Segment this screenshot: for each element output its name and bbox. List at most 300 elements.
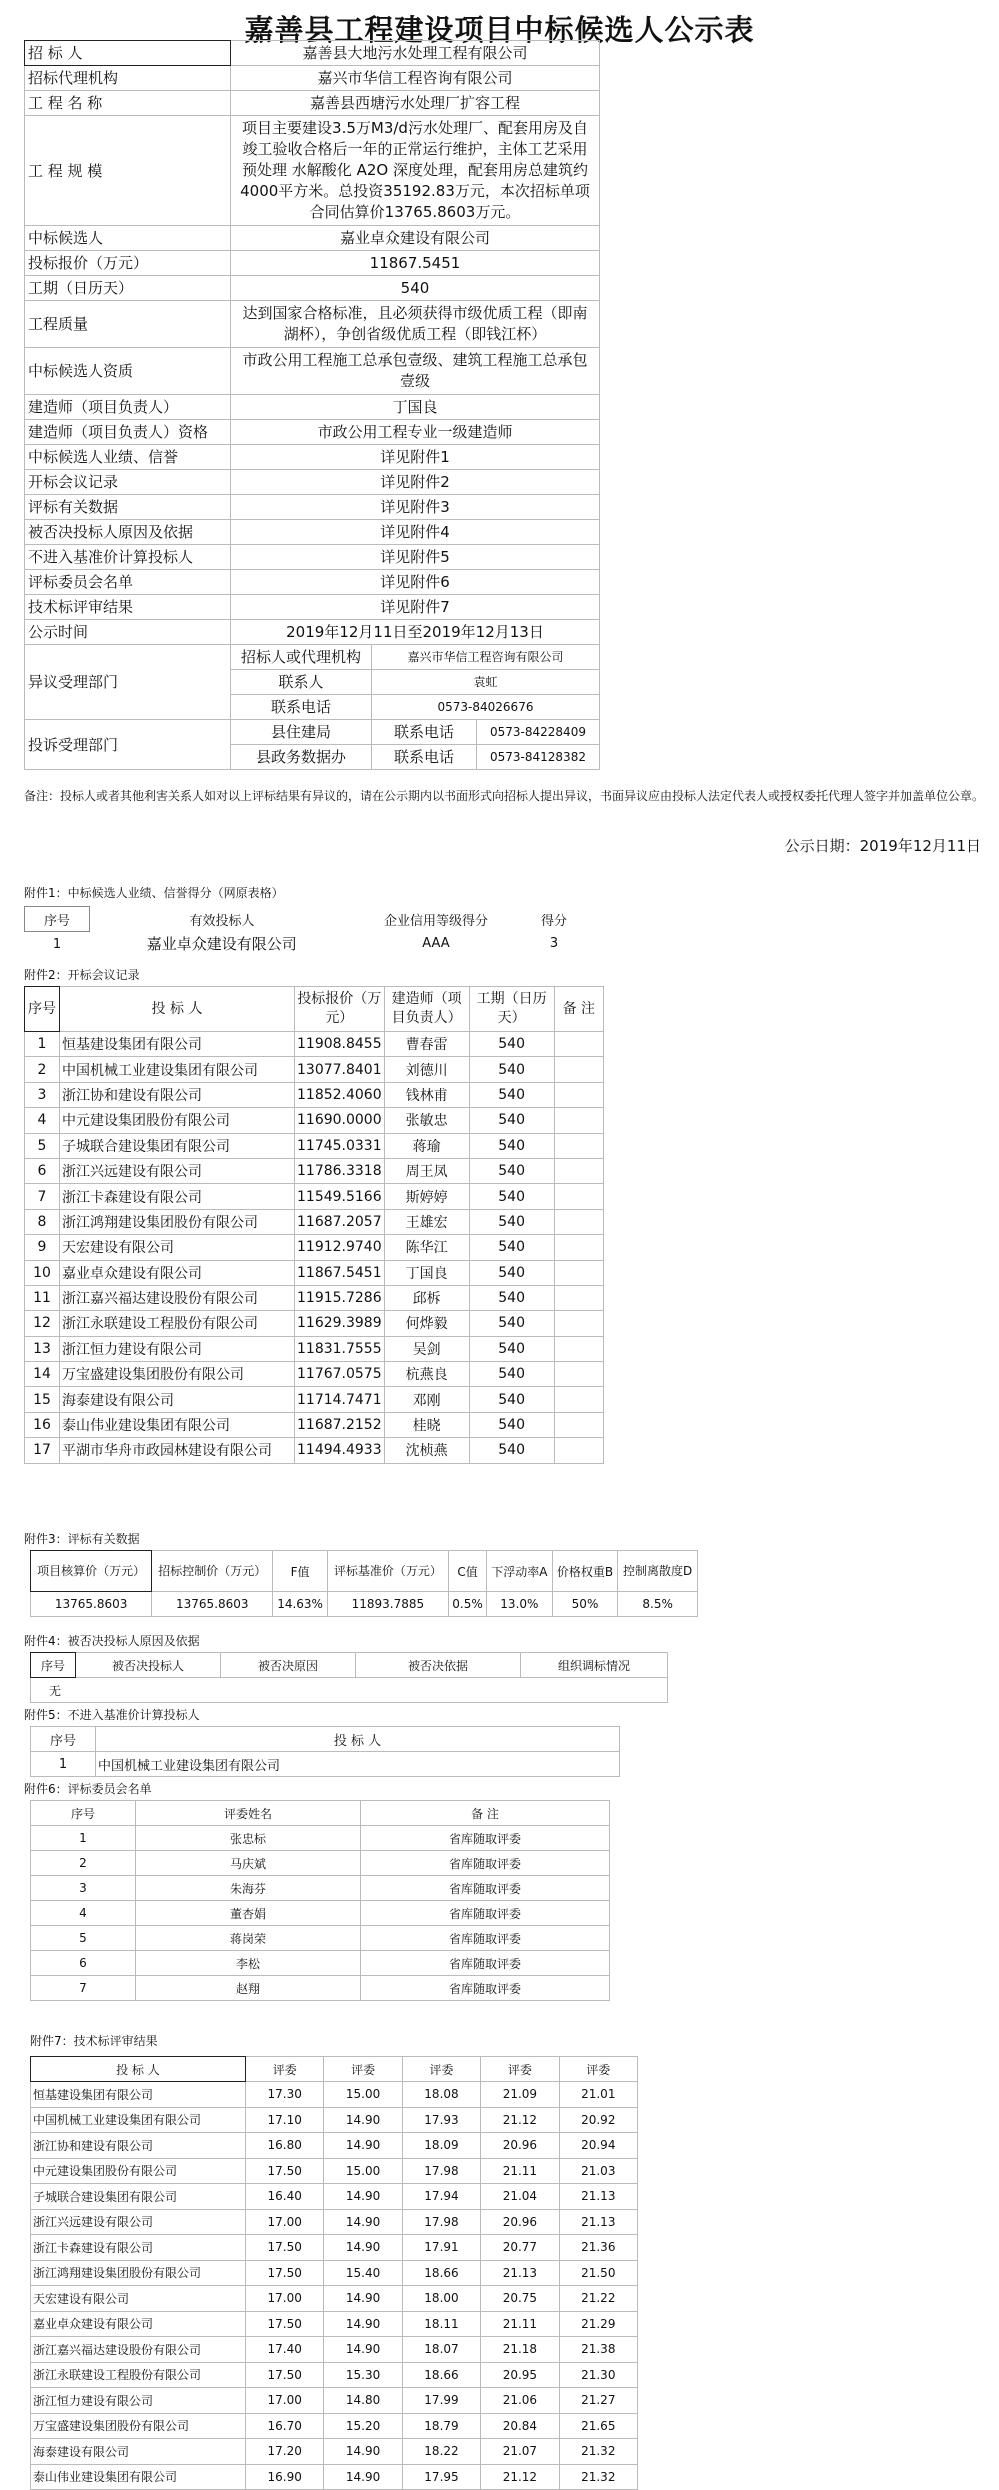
annex2-cell: 陈华江 bbox=[384, 1235, 469, 1260]
annex7-cell: 15.30 bbox=[324, 2362, 402, 2388]
annex3-cell: 14.63% bbox=[273, 1592, 327, 1617]
annex2-row bbox=[25, 1336, 604, 1361]
annex2-cell: 子城联合建设集团有限公司 bbox=[60, 1133, 295, 1158]
row-objection-1 bbox=[25, 645, 600, 670]
annex7-cell: 21.27 bbox=[559, 2388, 637, 2414]
annex2-cell: 540 bbox=[469, 1362, 554, 1387]
annex4-col: 组织调标情况 bbox=[521, 1653, 668, 1678]
annex6-cell: 蒋岗荣 bbox=[136, 1926, 361, 1951]
annex6-col: 评委姓名 bbox=[136, 1801, 361, 1826]
annex6-cell: 省库随取评委 bbox=[361, 1826, 610, 1851]
annex2-col-bidder: 投 标 人 bbox=[60, 987, 295, 1032]
committee-label: 评标委员会名单 bbox=[25, 570, 231, 595]
annex6-cell: 7 bbox=[31, 1976, 136, 2001]
page-title: 嘉善县工程建设项目中标候选人公示表 bbox=[244, 13, 755, 47]
row-project bbox=[25, 91, 600, 116]
obj-org-label: 招标人或代理机构 bbox=[231, 645, 372, 670]
annex7-header bbox=[31, 2057, 638, 2082]
annex7-cell: 21.12 bbox=[481, 2107, 559, 2133]
annex7-col-bidder: 投 标 人 bbox=[31, 2057, 246, 2082]
annex6-col: 序号 bbox=[31, 1801, 136, 1826]
row-qualification bbox=[25, 348, 600, 395]
annex2-cell: 540 bbox=[469, 1158, 554, 1183]
annex2-cell: 万宝盛建设集团股份有限公司 bbox=[60, 1362, 295, 1387]
annex7-cell: 18.66 bbox=[402, 2260, 480, 2286]
annex7-row bbox=[31, 2082, 638, 2108]
annex5-cell: 1 bbox=[31, 1752, 96, 1777]
annex5-table bbox=[30, 1726, 620, 1777]
annex7-cell: 20.75 bbox=[481, 2286, 559, 2312]
annex2-row bbox=[25, 1209, 604, 1234]
annex3-col: 项目核算价（万元） bbox=[31, 1551, 152, 1592]
annex7-cell: 21.03 bbox=[559, 2158, 637, 2184]
annex2-cell bbox=[554, 1387, 603, 1412]
annex7-cell: 17.50 bbox=[246, 2311, 324, 2337]
publish-date: 公示日期：2019年12月11日 bbox=[784, 837, 981, 855]
annex7-cell: 21.32 bbox=[559, 2439, 637, 2465]
annex7-cell: 21.29 bbox=[559, 2311, 637, 2337]
objection-label: 异议受理部门 bbox=[25, 645, 231, 720]
annex1-caption: 附件1：中标候选人业绩、信誉得分（网原表格） bbox=[24, 886, 284, 900]
annex3-col: 价格权重B bbox=[552, 1551, 618, 1592]
obj-phone-value: 0573-84026676 bbox=[372, 695, 600, 720]
annex2-cell: 15 bbox=[25, 1387, 60, 1412]
c2-phone-label: 联系电话 bbox=[372, 745, 477, 770]
obj-contact-label: 联系人 bbox=[231, 670, 372, 695]
annex7-cell: 浙江恒力建设有限公司 bbox=[31, 2388, 246, 2414]
annex6-caption: 附件6：评标委员会名单 bbox=[24, 1782, 152, 1796]
annex3-col: 控制离散度D bbox=[618, 1551, 698, 1592]
annex7-cell: 16.80 bbox=[246, 2133, 324, 2159]
annex7-cell: 21.13 bbox=[559, 2184, 637, 2210]
annex2-cell: 14 bbox=[25, 1362, 60, 1387]
annex2-cell: 11690.0000 bbox=[295, 1108, 385, 1133]
annex7-cell: 21.30 bbox=[559, 2362, 637, 2388]
annex2-cell: 540 bbox=[469, 1209, 554, 1234]
row-performance bbox=[25, 445, 600, 470]
annex7-cell: 17.50 bbox=[246, 2260, 324, 2286]
annex2-row bbox=[25, 1082, 604, 1107]
candidate-value: 嘉业卓众建设有限公司 bbox=[231, 226, 600, 251]
annex7-cell: 21.50 bbox=[559, 2260, 637, 2286]
annex6-cell: 赵翔 bbox=[136, 1976, 361, 2001]
annex1-header bbox=[25, 907, 591, 932]
annex5-cell: 中国机械工业建设集团有限公司 bbox=[96, 1752, 620, 1777]
annex7-cell: 21.18 bbox=[481, 2337, 559, 2363]
scale-value: 项目主要建设3.5万M3/d污水处理厂、配套用房及自竣工验收合格后一年的正常运行维护，主体工艺采用预处理 水解酸化 A2O 深度处理，配套用房总建筑约4000平方米。总投资35192.83万元，本次招标单项合同估算价13765.8603万元。 bbox=[231, 116, 600, 226]
annex2-cell: 浙江卡森建设有限公司 bbox=[60, 1184, 295, 1209]
annex7-cell: 恒基建设集团有限公司 bbox=[31, 2082, 246, 2108]
annex7-col-judge: 评委 bbox=[559, 2057, 637, 2082]
annex2-row bbox=[25, 1133, 604, 1158]
annex2-cell: 浙江协和建设有限公司 bbox=[60, 1082, 295, 1107]
annex3-col: 下浮动率A bbox=[487, 1551, 553, 1592]
annex4-row bbox=[31, 1678, 668, 1703]
annex3-caption: 附件3：评标有关数据 bbox=[24, 1532, 140, 1546]
builder-label: 建造师（项目负责人） bbox=[25, 395, 231, 420]
annex2-cell bbox=[554, 1260, 603, 1285]
annex6-cell: 李松 bbox=[136, 1951, 361, 1976]
tech-value: 详见附件7 bbox=[231, 595, 600, 620]
annex2-cell: 张敏忠 bbox=[384, 1108, 469, 1133]
annex2-cell: 17 bbox=[25, 1438, 60, 1463]
annex2-cell: 13077.8401 bbox=[295, 1057, 385, 1082]
annex7-cell: 14.90 bbox=[324, 2184, 402, 2210]
c1-phone: 0573-84228409 bbox=[477, 720, 600, 745]
obj-contact-value: 袁虹 bbox=[372, 670, 600, 695]
annex2-cell: 周王凤 bbox=[384, 1158, 469, 1183]
annex4-col: 被否决依据 bbox=[356, 1653, 521, 1678]
row-committee bbox=[25, 570, 600, 595]
annex2-cell bbox=[554, 1158, 603, 1183]
annex7-cell: 14.90 bbox=[324, 2235, 402, 2261]
annex2-cell: 11687.2057 bbox=[295, 1209, 385, 1234]
annex6-cell: 马庆斌 bbox=[136, 1851, 361, 1876]
annex7-row bbox=[31, 2209, 638, 2235]
annex2-cell: 540 bbox=[469, 1336, 554, 1361]
annex2-table bbox=[24, 986, 604, 1464]
annex7-cell: 天宏建设有限公司 bbox=[31, 2286, 246, 2312]
annex4-table bbox=[30, 1652, 668, 1703]
annex7-cell: 21.04 bbox=[481, 2184, 559, 2210]
annex7-cell: 浙江嘉兴福达建设股份有限公司 bbox=[31, 2337, 246, 2363]
annex2-cell: 恒基建设集团有限公司 bbox=[60, 1032, 295, 1057]
annex7-cell: 17.20 bbox=[246, 2439, 324, 2465]
annex2-row bbox=[25, 1285, 604, 1310]
annex7-cell: 18.00 bbox=[402, 2286, 480, 2312]
row-excluded bbox=[25, 545, 600, 570]
annex6-cell: 董杏娟 bbox=[136, 1901, 361, 1926]
annex6-row bbox=[31, 1826, 610, 1851]
annex6-row bbox=[31, 1926, 610, 1951]
tech-label: 技术标评审结果 bbox=[25, 595, 231, 620]
row-tech bbox=[25, 595, 600, 620]
row-complaint-1 bbox=[25, 720, 600, 745]
annex7-cell: 21.22 bbox=[559, 2286, 637, 2312]
annex2-cell: 浙江嘉兴福达建设股份有限公司 bbox=[60, 1285, 295, 1310]
annex2-cell: 540 bbox=[469, 1387, 554, 1412]
annex2-cell bbox=[554, 1285, 603, 1310]
builder-qual-label: 建造师（项目负责人）资格 bbox=[25, 420, 231, 445]
annex7-cell: 16.40 bbox=[246, 2184, 324, 2210]
annex2-cell: 10 bbox=[25, 1260, 60, 1285]
annex7-cell: 21.38 bbox=[559, 2337, 637, 2363]
annex3-cell: 50% bbox=[552, 1592, 618, 1617]
annex2-col-price: 投标报价（万元） bbox=[295, 987, 385, 1032]
row-notice bbox=[25, 620, 600, 645]
annex2-col-builder: 建造师（项目负责人） bbox=[384, 987, 469, 1032]
annex7-cell: 21.01 bbox=[559, 2082, 637, 2108]
annex2-cell: 2 bbox=[25, 1057, 60, 1082]
annex3-table bbox=[30, 1550, 698, 1617]
annex7-cell: 20.95 bbox=[481, 2362, 559, 2388]
excluded-value: 详见附件5 bbox=[231, 545, 600, 570]
annex2-cell: 钱林甫 bbox=[384, 1082, 469, 1107]
main-info-table bbox=[24, 40, 600, 770]
builder-qual-value: 市政公用工程专业一级建造师 bbox=[231, 420, 600, 445]
annex2-cell: 平湖市华舟市政园林建设有限公司 bbox=[60, 1438, 295, 1463]
quality-label: 工程质量 bbox=[25, 301, 231, 348]
annex2-row bbox=[25, 1412, 604, 1437]
annex7-cell: 17.93 bbox=[402, 2107, 480, 2133]
annex5-caption: 附件5：不进入基准价计算投标人 bbox=[24, 1708, 200, 1722]
annex2-cell bbox=[554, 1082, 603, 1107]
annex6-cell: 朱海芬 bbox=[136, 1876, 361, 1901]
project-label: 工 程 名 称 bbox=[25, 91, 231, 116]
annex1-cell: 3 bbox=[549, 936, 559, 952]
annex2-cell: 刘德川 bbox=[384, 1057, 469, 1082]
annex7-row bbox=[31, 2337, 638, 2363]
annex2-cell: 邱柝 bbox=[384, 1285, 469, 1310]
annex3-cell: 13765.8603 bbox=[152, 1592, 273, 1617]
opening-label: 开标会议记录 bbox=[25, 470, 231, 495]
annex7-cell: 17.94 bbox=[402, 2184, 480, 2210]
annex2-cell: 540 bbox=[469, 1032, 554, 1057]
builder-value: 丁国良 bbox=[231, 395, 600, 420]
eval-value: 详见附件3 bbox=[231, 495, 600, 520]
annex2-row bbox=[25, 1057, 604, 1082]
annex6-cell: 6 bbox=[31, 1951, 136, 1976]
annex2-cell: 11687.2152 bbox=[295, 1412, 385, 1437]
annex7-cell: 17.40 bbox=[246, 2337, 324, 2363]
annex7-cell: 14.90 bbox=[324, 2133, 402, 2159]
notice-label: 公示时间 bbox=[25, 620, 231, 645]
annex7-cell: 17.10 bbox=[246, 2107, 324, 2133]
annex2-cell: 12 bbox=[25, 1311, 60, 1336]
annex2-cell: 11915.7286 bbox=[295, 1285, 385, 1310]
annex7-cell: 18.07 bbox=[402, 2337, 480, 2363]
annex2-cell bbox=[554, 1311, 603, 1336]
annex2-cell bbox=[554, 1209, 603, 1234]
annex2-cell bbox=[554, 1438, 603, 1463]
annex2-cell: 中元建设集团股份有限公司 bbox=[60, 1108, 295, 1133]
annex2-row bbox=[25, 1235, 604, 1260]
annex2-cell: 吴剑 bbox=[384, 1336, 469, 1361]
eval-label: 评标有关数据 bbox=[25, 495, 231, 520]
opening-value: 详见附件2 bbox=[231, 470, 600, 495]
row-agency bbox=[25, 66, 600, 91]
annex7-caption: 附件7：技术标评审结果 bbox=[30, 2034, 158, 2048]
annex6-cell: 1 bbox=[31, 1826, 136, 1851]
tenderer-label: 招 标 人 bbox=[25, 41, 231, 66]
annex6-header bbox=[31, 1801, 610, 1826]
annex3-cell: 13765.8603 bbox=[31, 1592, 152, 1617]
annex6-cell: 4 bbox=[31, 1901, 136, 1926]
annex2-cell: 海泰建设有限公司 bbox=[60, 1387, 295, 1412]
annex7-cell: 21.36 bbox=[559, 2235, 637, 2261]
c2-phone: 0573-84128382 bbox=[477, 745, 600, 770]
annex7-cell: 21.13 bbox=[481, 2260, 559, 2286]
annex2-cell: 邓刚 bbox=[384, 1387, 469, 1412]
annex7-cell: 21.32 bbox=[559, 2464, 637, 2490]
complaint-label: 投诉受理部门 bbox=[25, 720, 231, 770]
annex7-cell: 万宝盛建设集团股份有限公司 bbox=[31, 2413, 246, 2439]
annex6-cell: 省库随取评委 bbox=[361, 1951, 610, 1976]
annex7-cell: 浙江兴远建设有限公司 bbox=[31, 2209, 246, 2235]
annex2-cell: 沈桢燕 bbox=[384, 1438, 469, 1463]
quality-value: 达到国家合格标准，且必须获得市级优质工程（即南湖杯），争创省级优质工程（即钱江杯） bbox=[231, 301, 600, 348]
annex2-cell: 天宏建设有限公司 bbox=[60, 1235, 295, 1260]
annex7-cell: 14.90 bbox=[324, 2286, 402, 2312]
annex7-cell: 17.50 bbox=[246, 2235, 324, 2261]
row-period bbox=[25, 276, 600, 301]
annex2-cell bbox=[554, 1133, 603, 1158]
annex7-cell: 浙江鸿翔建设集团股份有限公司 bbox=[31, 2260, 246, 2286]
c1-phone-label: 联系电话 bbox=[372, 720, 477, 745]
annex7-cell: 16.90 bbox=[246, 2464, 324, 2490]
annex7-cell: 21.13 bbox=[559, 2209, 637, 2235]
annex5-row bbox=[31, 1752, 620, 1777]
annex2-cell: 泰山伟业建设集团有限公司 bbox=[60, 1412, 295, 1437]
annex6-cell: 省库随取评委 bbox=[361, 1926, 610, 1951]
annex3-cell: 11893.7885 bbox=[327, 1592, 448, 1617]
annex2-row bbox=[25, 1184, 604, 1209]
annex7-cell: 17.99 bbox=[402, 2388, 480, 2414]
annex2-cell: 浙江兴远建设有限公司 bbox=[60, 1158, 295, 1183]
annex7-row bbox=[31, 2184, 638, 2210]
row-opening bbox=[25, 470, 600, 495]
annex7-cell: 14.90 bbox=[324, 2107, 402, 2133]
annex7-cell: 14.90 bbox=[324, 2439, 402, 2465]
tenderer-value: 嘉善县大地污水处理工程有限公司 bbox=[231, 41, 600, 66]
agency-value: 嘉兴市华信工程咨询有限公司 bbox=[231, 66, 600, 91]
annex2-cell: 浙江永联建设工程股份有限公司 bbox=[60, 1311, 295, 1336]
price-value: 11867.5451 bbox=[231, 251, 600, 276]
annex5-header bbox=[31, 1727, 620, 1752]
annex6-row bbox=[31, 1851, 610, 1876]
annex7-row bbox=[31, 2464, 638, 2490]
annex7-cell: 18.66 bbox=[402, 2362, 480, 2388]
excluded-label: 不进入基准价计算投标人 bbox=[25, 545, 231, 570]
annex1-table bbox=[24, 906, 590, 956]
obj-phone-label: 联系电话 bbox=[231, 695, 372, 720]
annex7-cell: 15.00 bbox=[324, 2082, 402, 2108]
annex2-cell: 蒋瑜 bbox=[384, 1133, 469, 1158]
annex7-cell: 14.90 bbox=[324, 2337, 402, 2363]
candidate-label: 中标候选人 bbox=[25, 226, 231, 251]
annex6-cell: 省库随取评委 bbox=[361, 1976, 610, 2001]
annex2-row bbox=[25, 1387, 604, 1412]
annex7-cell: 17.98 bbox=[402, 2158, 480, 2184]
c1-org: 县住建局 bbox=[231, 720, 372, 745]
annex6-cell: 3 bbox=[31, 1876, 136, 1901]
annex2-cell bbox=[554, 1235, 603, 1260]
annex7-cell: 17.98 bbox=[402, 2209, 480, 2235]
annex7-row bbox=[31, 2388, 638, 2414]
annex7-cell: 14.80 bbox=[324, 2388, 402, 2414]
annex2-cell: 540 bbox=[469, 1235, 554, 1260]
annex2-col-index: 序号 bbox=[25, 987, 60, 1032]
period-value: 540 bbox=[231, 276, 600, 301]
annex2-cell: 540 bbox=[469, 1412, 554, 1437]
remark-note: 备注：投标人或者其他利害关系人如对以上评标结果有异议的，请在公示期内以书面形式向招标人提出异议，书面异议应由投标人法定代表人或授权委托代理人签字并加盖单位公章。 bbox=[24, 789, 985, 803]
annex7-row bbox=[31, 2439, 638, 2465]
annex7-col-judge: 评委 bbox=[402, 2057, 480, 2082]
annex1-cell: 嘉业卓众建设有限公司 bbox=[146, 935, 297, 954]
annex7-cell: 20.96 bbox=[481, 2133, 559, 2159]
annex7-col-judge: 评委 bbox=[246, 2057, 324, 2082]
annex3-cell: 8.5% bbox=[618, 1592, 698, 1617]
annex7-cell: 20.77 bbox=[481, 2235, 559, 2261]
annex7-cell: 21.07 bbox=[481, 2439, 559, 2465]
annex2-cell bbox=[554, 1336, 603, 1361]
reject-value: 详见附件4 bbox=[231, 520, 600, 545]
annex4-col: 序号 bbox=[31, 1653, 76, 1678]
annex2-cell: 3 bbox=[25, 1082, 60, 1107]
qualification-value: 市政公用工程施工总承包壹级、建筑工程施工总承包壹级 bbox=[231, 348, 600, 395]
annex7-cell: 15.00 bbox=[324, 2158, 402, 2184]
annex2-cell: 曹春雷 bbox=[384, 1032, 469, 1057]
annex7-cell: 21.65 bbox=[559, 2413, 637, 2439]
annex3-col: C值 bbox=[448, 1551, 486, 1592]
annex7-cell: 21.11 bbox=[481, 2311, 559, 2337]
annex6-row bbox=[31, 1951, 610, 1976]
annex2-cell: 540 bbox=[469, 1108, 554, 1133]
row-tenderer bbox=[25, 41, 600, 66]
annex2-cell: 540 bbox=[469, 1438, 554, 1463]
row-candidate bbox=[25, 226, 600, 251]
annex7-cell: 18.08 bbox=[402, 2082, 480, 2108]
annex7-cell: 14.90 bbox=[324, 2464, 402, 2490]
annex2-cell bbox=[554, 1032, 603, 1057]
annex1-cell: 1 bbox=[52, 936, 62, 952]
annex4-caption: 附件4：被否决投标人原因及依据 bbox=[24, 1634, 200, 1648]
annex2-caption: 附件2：开标会议记录 bbox=[24, 968, 140, 982]
reject-label: 被否决投标人原因及依据 bbox=[25, 520, 231, 545]
row-eval bbox=[25, 495, 600, 520]
performance-value: 详见附件1 bbox=[231, 445, 600, 470]
period-label: 工期（日历天） bbox=[25, 276, 231, 301]
annex6-cell: 2 bbox=[31, 1851, 136, 1876]
annex2-row bbox=[25, 1032, 604, 1057]
annex2-cell: 540 bbox=[469, 1184, 554, 1209]
annex7-cell: 21.09 bbox=[481, 2082, 559, 2108]
annex7-cell: 15.20 bbox=[324, 2413, 402, 2439]
annex2-row bbox=[25, 1158, 604, 1183]
annex7-cell: 17.91 bbox=[402, 2235, 480, 2261]
annex2-cell bbox=[554, 1362, 603, 1387]
row-builder-qual bbox=[25, 420, 600, 445]
annex7-cell: 17.00 bbox=[246, 2286, 324, 2312]
annex7-row bbox=[31, 2286, 638, 2312]
annex2-cell: 浙江鸿翔建设集团股份有限公司 bbox=[60, 1209, 295, 1234]
annex6-cell: 5 bbox=[31, 1926, 136, 1951]
annex2-cell: 11852.4060 bbox=[295, 1082, 385, 1107]
annex2-cell: 540 bbox=[469, 1057, 554, 1082]
annex2-row bbox=[25, 1311, 604, 1336]
annex1-row bbox=[25, 932, 591, 957]
annex2-cell: 王雄宏 bbox=[384, 1209, 469, 1234]
annex7-cell: 17.00 bbox=[246, 2209, 324, 2235]
annex3-row bbox=[31, 1592, 698, 1617]
annex2-cell: 11745.0331 bbox=[295, 1133, 385, 1158]
annex5-col: 序号 bbox=[31, 1727, 96, 1752]
annex4-cell: 无 bbox=[31, 1678, 668, 1703]
annex2-cell: 11912.9740 bbox=[295, 1235, 385, 1260]
annex2-cell: 浙江恒力建设有限公司 bbox=[60, 1336, 295, 1361]
annex7-cell: 浙江协和建设有限公司 bbox=[31, 2133, 246, 2159]
annex2-cell: 杭燕良 bbox=[384, 1362, 469, 1387]
annex3-cell: 13.0% bbox=[487, 1592, 553, 1617]
annex2-cell: 11908.8455 bbox=[295, 1032, 385, 1057]
annex2-cell: 11786.3318 bbox=[295, 1158, 385, 1183]
annex1-col-index: 序号 bbox=[25, 907, 90, 932]
annex2-cell: 540 bbox=[469, 1260, 554, 1285]
annex2-cell: 540 bbox=[469, 1133, 554, 1158]
annex2-cell: 嘉业卓众建设有限公司 bbox=[60, 1260, 295, 1285]
c2-org: 县政务数据办 bbox=[231, 745, 372, 770]
annex7-cell: 14.90 bbox=[324, 2209, 402, 2235]
